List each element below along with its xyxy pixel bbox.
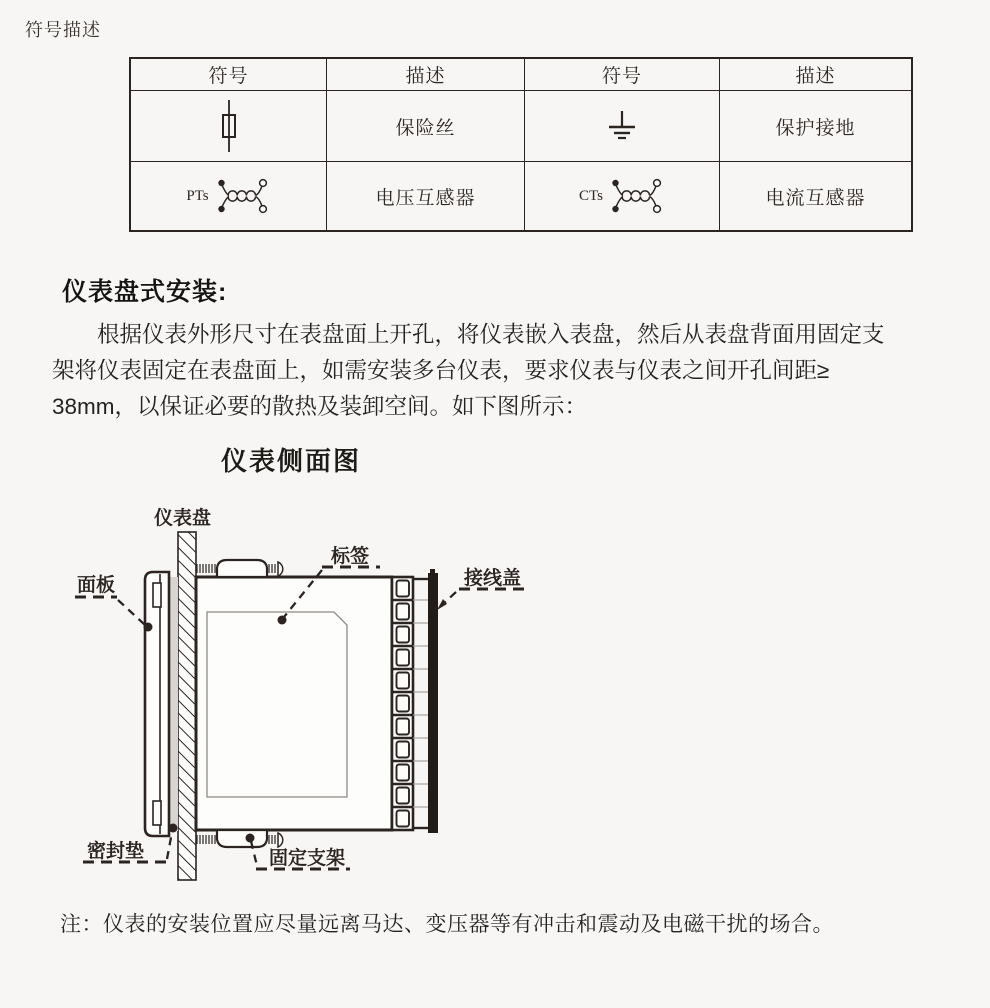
terminal-ladder-lines (413, 600, 428, 807)
top-screw-head (278, 562, 283, 576)
pt-symbol (186, 174, 270, 218)
top-screw-thread-right (269, 564, 275, 573)
gasket-strip (169, 577, 178, 831)
terminal-screws (397, 581, 410, 827)
label-gasket: 密封垫 (87, 841, 145, 862)
ct-desc-cell: 电流互感器 (765, 187, 866, 209)
symbol-table (129, 57, 913, 232)
table-header-symbol-2: 符号 (525, 59, 720, 91)
panel-clip-top (153, 583, 161, 607)
table-header-desc-1: 描述 (327, 59, 525, 91)
diagram-title: 仪表侧面图 (221, 447, 362, 476)
ct-label: CTs (579, 187, 603, 204)
gasket-dot (169, 824, 178, 833)
earth-desc-cell: 保护接地 (720, 91, 911, 162)
table-header-symbol-1: 符号 (131, 59, 327, 91)
label-wiring-cover: 接线盖 (464, 568, 522, 589)
label-front-panel: 面板 (77, 575, 116, 596)
front-panel-shape (145, 572, 169, 836)
panel-clip-bottom (153, 801, 161, 825)
install-paragraph (52, 317, 972, 425)
top-screw-thread-left (197, 564, 215, 573)
wiring-cover-arrowhead (437, 599, 447, 610)
pt-desc-cell: 电压互感器 (327, 162, 525, 230)
page-caption: 符号描述 (25, 20, 101, 40)
fixing-bracket (217, 830, 267, 847)
fuse-symbol-cell (131, 91, 327, 162)
meter-side-view-diagram (50, 495, 550, 895)
label-bracket: 固定支架 (269, 848, 346, 869)
bracket-dot (246, 834, 255, 843)
current-transformer-icon (607, 174, 665, 218)
bottom-screw-thread-left (197, 835, 215, 844)
paragraph-line: 根据仪表外形尺寸在表盘面上开孔，将仪表嵌入表盘，然后从表盘背面用固定支 (97, 322, 885, 347)
bottom-screw-thread-right (269, 835, 275, 844)
sticker-area (207, 612, 347, 797)
label-panel-board: 仪表盘 (154, 508, 212, 529)
ct-symbol (579, 174, 665, 218)
voltage-transformer-icon (213, 174, 271, 218)
paragraph-line: 架将仪表固定在表盘面上，如需安装多台仪表，要求仪表与仪表之间开孔间距≥ (52, 358, 830, 383)
top-bracket (217, 560, 267, 577)
label-sticker: 标签 (331, 546, 370, 567)
protective-earth-icon (604, 108, 640, 144)
fuse-desc-cell: 保险丝 (327, 91, 525, 162)
pt-symbol-cell (131, 162, 327, 230)
pt-label: PTs (186, 187, 209, 204)
wiring-cover-bar (428, 573, 438, 833)
wiring-cover-notch (430, 569, 435, 574)
section-heading: 仪表盘式安装: (62, 278, 228, 306)
earth-symbol-cell (525, 91, 720, 162)
ct-symbol-cell (525, 162, 720, 230)
panel-board-wall (178, 532, 196, 880)
installation-note: 注：仪表的安装位置应尽量远离马达、变压器等有冲击和震动及电磁干扰的场合。 (60, 913, 834, 936)
fuse-icon (216, 97, 242, 155)
paragraph-line: 38mm，以保证必要的散热及装卸空间。如下图所示： (52, 394, 588, 419)
bottom-screw-head (278, 833, 283, 847)
table-header-desc-2: 描述 (720, 59, 911, 91)
